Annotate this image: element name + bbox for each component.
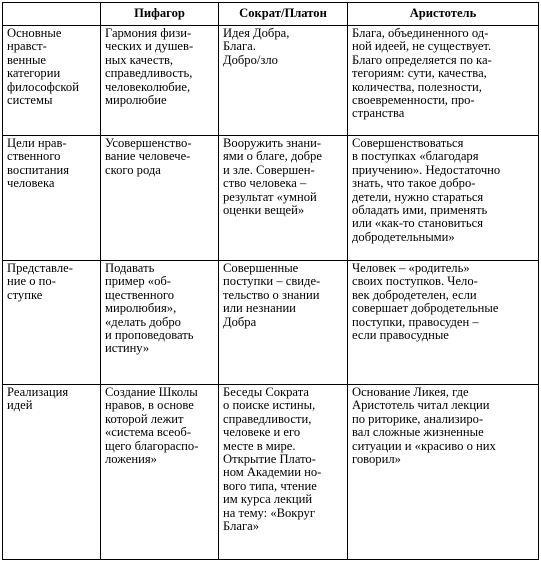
header-aristotle: Аристотель xyxy=(348,3,539,26)
cell-pythagoras: Усовершенство- вание человече- ского рода xyxy=(101,136,219,261)
cell-socrates-plato: Совершенные поступки – свиде- тельство о знании или незнании Добра xyxy=(219,261,348,385)
cell-socrates-plato: Идея Добра, Блага. Добро/зло xyxy=(219,26,348,136)
table-row xyxy=(3,261,539,385)
header-row xyxy=(3,3,539,26)
table-row xyxy=(3,385,539,560)
cell-aristotle: Основание Ликея, где Аристотель читал лекции по риторике, анализиро- вал сложные жизненные ситуации и «красиво о них говорил» xyxy=(348,385,539,560)
header-pythagoras: Пифагор xyxy=(101,3,219,26)
cell-pythagoras: Гармония физи- ческих и душев- ных качеств, справедливость, человеколюбие, миролюбие xyxy=(101,26,219,136)
row-label: Основные нравст- венные категории философской системы xyxy=(3,26,101,136)
row-label: Представле- ние о по- ступке xyxy=(3,261,101,385)
table-body xyxy=(3,26,539,560)
philosophers-comparison-table xyxy=(2,2,539,560)
cell-socrates-plato: Вооружить знани- ями о благе, добре и зле. Совершен- ство человека – результат «умной оценки вещей» xyxy=(219,136,348,261)
table-header xyxy=(3,3,539,26)
table-row xyxy=(3,26,539,136)
cell-pythagoras: Создание Школы нравов, в основе которой лежит «система всеоб- щего благораспо- ложения» xyxy=(101,385,219,560)
header-corner-cell xyxy=(3,3,101,26)
row-label: Цели нрав- ственного воспитания человека xyxy=(3,136,101,261)
cell-aristotle: Совершенствоваться в поступках «благодаря приучению». Недостаточно знать, что такое добро- детели, нужно стараться обладать ими, применять или «как-то становиться добродетельными» xyxy=(348,136,539,261)
cell-aristotle: Блага, объединенного од- ной идеей, не существует. Благо определяется по ка- тегориям: сути, качества, количества, полезности, своевременности, про- странства xyxy=(348,26,539,136)
cell-aristotle: Человек – «родитель» своих поступков. Чело- век добродетелен, если совершает добродетельные поступки, правосуден – если правосудные xyxy=(348,261,539,385)
row-label: Реализация идей xyxy=(3,385,101,560)
table-row xyxy=(3,136,539,261)
cell-socrates-plato: Беседы Сократа о поиске истины, справедливости, человеке и его месте в мире. Открытие Плато- ном Академии но- вого типа, чтение им курса лекций на тему: «Вокруг Блага» xyxy=(219,385,348,560)
header-socrates-plato: Сократ/Платон xyxy=(219,3,348,26)
cell-pythagoras: Подавать пример «об- щественного миролюбия», «делать добро и проповедовать истину» xyxy=(101,261,219,385)
